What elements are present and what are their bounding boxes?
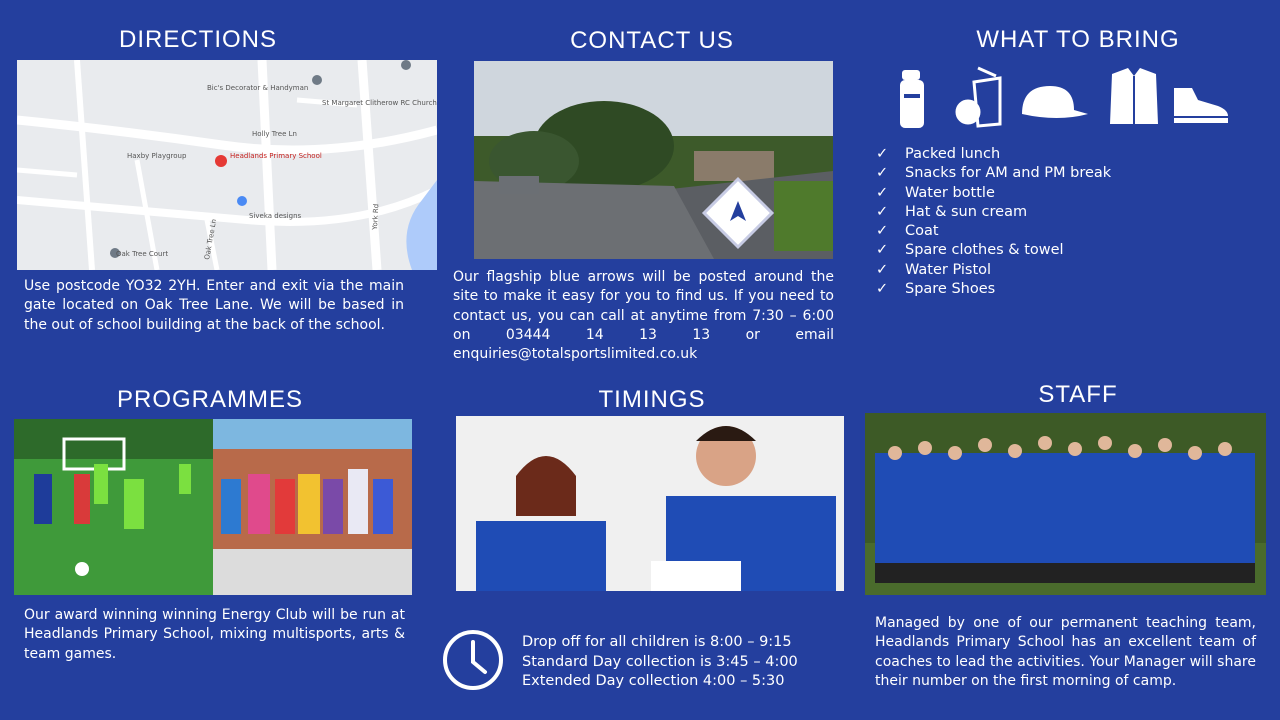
water-bottle-icon bbox=[900, 70, 924, 128]
list-item: ✓ Water bottle bbox=[876, 184, 1111, 203]
map-playgroup-label: Haxby Playgroup bbox=[127, 152, 187, 160]
timings-photo bbox=[456, 416, 844, 591]
map-school-label: Headlands Primary School bbox=[230, 152, 322, 160]
list-item: ✓ Packed lunch bbox=[876, 145, 1111, 164]
map-church-label: St Margaret Clitherow RC Church bbox=[322, 99, 437, 107]
staff-photo bbox=[865, 413, 1266, 595]
timings-lines bbox=[522, 633, 798, 692]
bring-icons bbox=[888, 64, 1238, 132]
staff-heading: STAFF bbox=[1038, 381, 1118, 408]
tick-icon: ✓ bbox=[876, 223, 889, 240]
directions-text: Use postcode YO32 2YH. Enter and exit via the main gate located on Oak Tree Lane. We will be based in the out of school building at the back of the school. bbox=[24, 278, 404, 333]
staff-text: Managed by one of our permanent teaching team, Headlands Primary School has an excellent team of coaches to lead the activities. Your Manager will share their number on the first morning of camp. bbox=[875, 615, 1256, 689]
contact-heading: CONTACT US bbox=[570, 27, 734, 54]
clock-icon bbox=[441, 628, 505, 692]
map-holly-label: Holly Tree Ln bbox=[252, 130, 297, 138]
map-york-label: York Rd bbox=[371, 203, 381, 231]
programmes-text: Our award winning winning Energy Club will be run at Headlands Primary School, mixing multisports, arts & team games. bbox=[24, 607, 405, 662]
trainer-icon bbox=[1174, 88, 1228, 123]
map-graphic bbox=[17, 60, 437, 270]
bring-heading: WHAT TO BRING bbox=[976, 26, 1180, 53]
programmes-photo-football bbox=[14, 419, 213, 595]
list-item: ✓ Coat bbox=[876, 222, 1111, 241]
map-designs-label: Siveka designs bbox=[249, 212, 302, 220]
timing-line: Drop off for all children is 8:00 – 9:15 bbox=[522, 634, 792, 650]
tick-icon: ✓ bbox=[876, 184, 889, 201]
map-court-label: Oak Tree Court bbox=[116, 250, 169, 258]
timing-line: Extended Day collection 4:00 – 5:30 bbox=[522, 673, 785, 689]
list-item: ✓ Hat & sun cream bbox=[876, 203, 1111, 222]
tick-icon: ✓ bbox=[876, 165, 889, 182]
timings-heading: TIMINGS bbox=[598, 386, 706, 413]
list-item: ✓ Spare clothes & towel bbox=[876, 241, 1111, 260]
programmes-heading: PROGRAMMES bbox=[116, 386, 303, 413]
directions-map[interactable] bbox=[17, 60, 437, 270]
map-oak-label: Oak Tree Ln bbox=[203, 218, 219, 261]
map-decorator-label: Bic's Decorator & Handyman bbox=[207, 84, 309, 92]
contact-street-photo bbox=[474, 61, 833, 259]
tick-icon: ✓ bbox=[876, 281, 889, 298]
cap-icon bbox=[1022, 86, 1088, 118]
bring-list bbox=[876, 145, 1111, 299]
list-item: ✓ Snacks for AM and PM break bbox=[876, 164, 1111, 183]
jacket-icon bbox=[1110, 68, 1158, 124]
timing-line: Standard Day collection is 3:45 – 4:00 bbox=[522, 653, 798, 670]
programmes-photo-scooters bbox=[213, 419, 412, 595]
tick-icon: ✓ bbox=[876, 203, 889, 220]
directions-heading: DIRECTIONS bbox=[118, 26, 277, 53]
tick-icon: ✓ bbox=[876, 261, 889, 278]
list-item: ✓ Spare Shoes bbox=[876, 280, 1111, 299]
lunch-bag-icon bbox=[957, 68, 1000, 126]
tick-icon: ✓ bbox=[876, 146, 889, 162]
tick-icon: ✓ bbox=[876, 242, 889, 259]
list-item: ✓ Water Pistol bbox=[876, 261, 1111, 280]
contact-text: Our flagship blue arrows will be posted around the site to make it easy for you to find us. If you need to contact us, you can call at anytime from 7:30 – 6:00 on 03444 14 13 13 or email enquiries@totalsportslimited.co.uk bbox=[453, 269, 834, 363]
